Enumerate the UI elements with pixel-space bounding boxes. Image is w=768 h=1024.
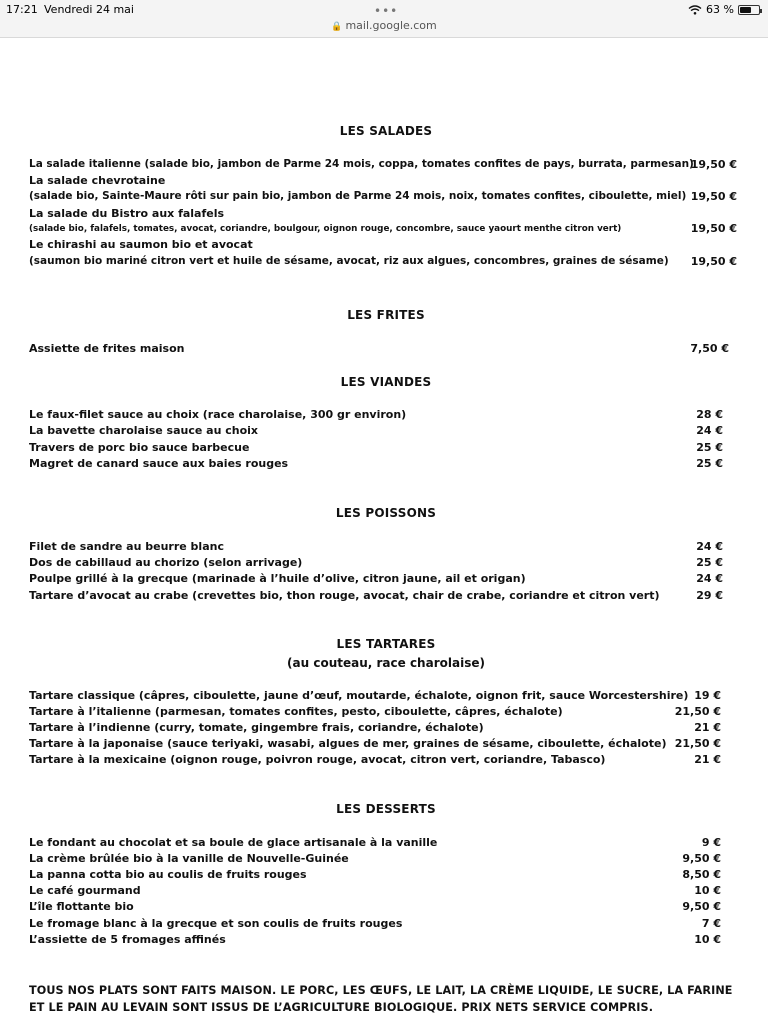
list-item: Tartare à l’indienne (curry, tomate, gingembre frais, coriandre, échalote) 21 € <box>29 721 721 734</box>
status-bar <box>0 0 768 20</box>
address-bar[interactable] <box>0 19 768 32</box>
list-item: Magret de canard sauce aux baies rouges 25 € <box>29 457 723 470</box>
menu-footer-note <box>29 982 739 1016</box>
list-item: L’assiette de 5 fromages affinés 10 € <box>29 933 721 946</box>
section-title-desserts: LES DESSERTS <box>336 802 436 816</box>
list-item: Le fromage blanc à la grecque et son coulis de fruits rouges 7 € <box>29 917 721 930</box>
list-item: Le fondant au chocolat et sa boule de glace artisanale à la vanille 9 € <box>29 836 721 849</box>
list-item: Tartare d’avocat au crabe (crevettes bio, thon rouge, avocat, chair de crabe, coriandre et citron vert) 29 € <box>29 589 723 602</box>
list-item: Poulpe grillé à la grecque (marinade à l’huile d’olive, citron jaune, ail et origan) 24 € <box>29 572 723 585</box>
list-item: Le faux-filet sauce au choix (race charolaise, 300 gr environ) 28 € <box>29 408 723 421</box>
list-item: La salade du Bistro aux falafels <box>29 207 225 220</box>
status-right <box>688 3 760 16</box>
footer-line: TOUS NOS PLATS SONT FAITS MAISON. LE PORC, LES ŒUFS, LE LAIT, LA CRÈME LIQUIDE, LE SUCRE, LA FARINE <box>29 984 733 997</box>
list-item: La bavette charolaise sauce au choix 24 € <box>29 424 723 437</box>
list-item: La salade italienne (salade bio, jambon de Parme 24 mois, coppa, tomates confites de pays, burrata, parmesan) 19,50 € <box>29 158 737 171</box>
battery-percent: 63 % <box>706 3 734 16</box>
section-subtitle-tartares: (au couteau, race charolaise) <box>287 656 485 670</box>
list-item: Tartare à la mexicaine (oignon rouge, poivron rouge, avocat, citron vert, coriandre, Tabasco) 21 € <box>29 753 721 766</box>
menu-document <box>0 38 768 1024</box>
list-item: Dos de cabillaud au chorizo (selon arrivage) 25 € <box>29 556 723 569</box>
section-title-viandes: LES VIANDES <box>340 375 432 389</box>
list-item: (salade bio, falafels, tomates, avocat, coriandre, boulgour, oignon rouge, concombre, sauce yaourt menthe citron vert) 19,50 € <box>29 222 737 235</box>
section-title-poissons: LES POISSONS <box>335 506 437 520</box>
section-title-frites: LES FRITES <box>347 308 425 322</box>
lock-icon: 🔒 <box>331 22 343 32</box>
list-item: Filet de sandre au beurre blanc 24 € <box>29 540 723 553</box>
list-item: (salade bio, Sainte-Maure rôti sur pain bio, jambon de Parme 24 mois, noix, tomates confites, ciboulette, miel) 19,50 € <box>29 190 737 203</box>
list-item: Tartare à la japonaise (sauce teriyaki, wasabi, algues de mer, graines de sésame, ciboulette, échalote) 21,50 € <box>29 737 721 750</box>
wifi-icon <box>688 5 702 15</box>
status-date: Vendredi 24 mai <box>44 3 134 16</box>
list-item: (saumon bio mariné citron vert et huile de sésame, avocat, riz aux algues, concombres, graines de sésame) 19,50 € <box>29 255 737 268</box>
list-item: Assiette de frites maison 7,50 € <box>29 342 729 355</box>
list-item: La salade chevrotaine <box>29 174 166 187</box>
list-item: Tartare classique (câpres, ciboulette, jaune d’œuf, moutarde, échalote, oignon frit, sauce Worcestershire) 19 € <box>29 689 721 702</box>
list-item: La panna cotta bio au coulis de fruits rouges 8,50 € <box>29 868 721 881</box>
footer-line: ET LE PAIN AU LEVAIN SONT ISSUS DE L’AGRICULTURE BIOLOGIQUE. PRIX NETS SERVICE COMPRIS. <box>29 1001 654 1014</box>
status-time: 17:21 <box>6 3 38 16</box>
list-item: La crème brûlée bio à la vanille de Nouvelle-Guinée 9,50 € <box>29 852 721 865</box>
section-title-salades: LES SALADES <box>339 124 433 138</box>
battery-icon <box>738 5 760 15</box>
list-item: Le chirashi au saumon bio et avocat <box>29 238 253 251</box>
list-item: Tartare à l’italienne (parmesan, tomates confites, pesto, ciboulette, câpres, échalote) 21,50 € <box>29 705 721 718</box>
url-text: mail.google.com <box>345 19 437 32</box>
section-title-tartares: LES TARTARES <box>336 637 436 651</box>
tab-dots-menu[interactable]: ••• <box>374 4 399 18</box>
list-item: Le café gourmand 10 € <box>29 884 721 897</box>
list-item: Travers de porc bio sauce barbecue 25 € <box>29 441 723 454</box>
list-item: L’île flottante bio 9,50 € <box>29 900 721 913</box>
